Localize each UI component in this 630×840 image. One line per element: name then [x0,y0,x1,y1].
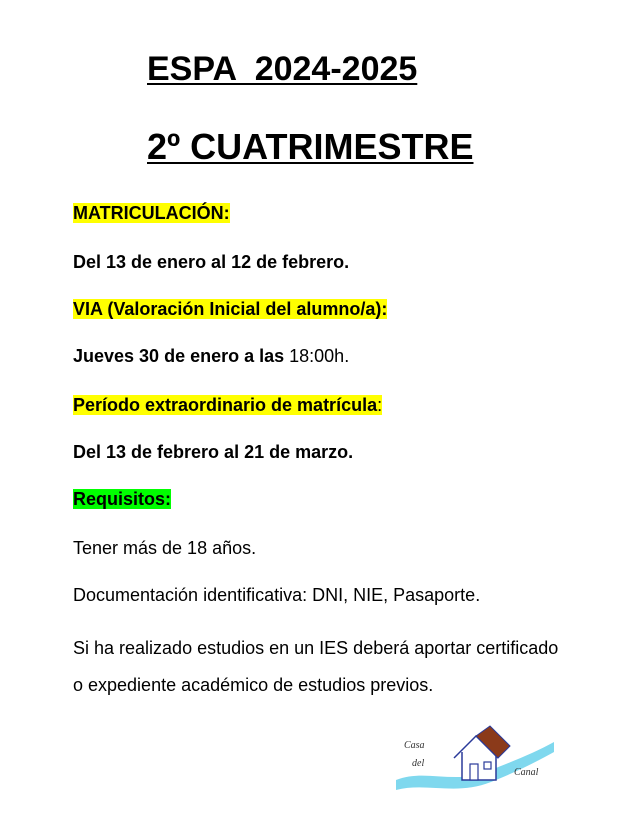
via-date [73,346,349,368]
extraordinary-heading-colon: : [377,395,383,415]
logo-door [470,764,478,780]
requirement-id: Documentación identificativa: DNI, NIE, Pasaporte. [73,585,481,605]
logo-word-del: del [412,758,425,769]
via-time: 18:00h. [289,346,350,366]
extraordinary-heading-highlight [73,395,382,415]
logo-word-casa: Casa [404,740,425,751]
via-date-text: Jueves 30 de enero a las [73,346,290,366]
requirement-studies: Si ha realizado estudios en un IES deberá aportar certificado o expediente académico de estudios previos. [73,638,559,695]
requirements-heading-text: Requisitos: [73,489,172,509]
logo-word-canal: Canal [514,767,539,778]
requirements-heading [73,489,171,511]
enrollment-dates: Del 13 de enero al 12 de febrero. [73,252,350,272]
title-year: ESPA 2024-2025 [147,50,418,88]
enrollment-heading-text: MATRICULACIÓN: [73,203,230,223]
requirement-age: Tener más de 18 años. [73,538,257,558]
extraordinary-heading-text: Período extraordinario de matrícula [73,395,378,415]
casa-del-canal-logo [396,722,556,792]
logo-graphic [396,722,556,792]
title-term: 2º CUATRIMESTRE [147,126,474,167]
logo-window [484,762,491,769]
via-heading [73,299,387,321]
extraordinary-heading [73,395,382,417]
extraordinary-dates: Del 13 de febrero al 21 de marzo. [73,442,354,462]
enrollment-heading [73,203,230,225]
via-heading-text: VIA (Valoración Inicial del alumno/a): [73,299,388,319]
